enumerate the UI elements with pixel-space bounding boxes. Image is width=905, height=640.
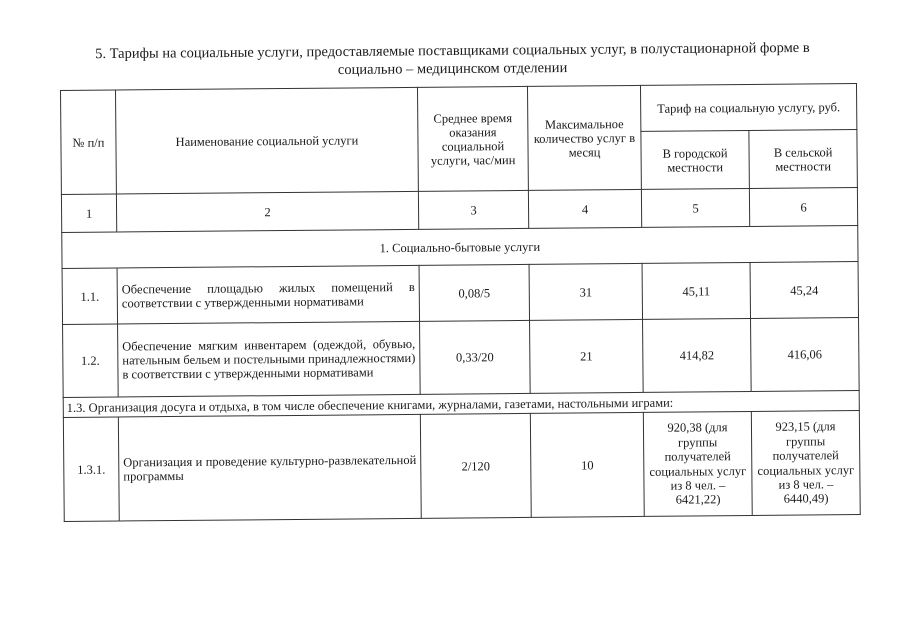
row-urban-tariff: 414,82 <box>643 318 752 392</box>
table-row <box>62 262 858 325</box>
tariff-table-wrapper <box>60 83 860 522</box>
header-service-name: Наименование социальной услуги <box>116 87 419 194</box>
header-max-qty: Максимальное количество услуг в месяц <box>527 85 641 190</box>
row-time: 2/120 <box>420 413 531 518</box>
row-qty: 21 <box>530 319 644 393</box>
row-num: 1.3.1. <box>63 417 119 521</box>
col-number: 5 <box>641 188 749 227</box>
row-service-name: Обеспечение площадью жилых помещений в соответствии с утвержденными нормативами <box>117 265 419 324</box>
row-service-name: Обеспечение мягким инвентарем (одеждой, обувью, нательным бельем и постельными принадлежностями) в соответствии с утвержденными нормативами <box>118 321 421 397</box>
row-rural-tariff: 416,06 <box>751 318 860 392</box>
row-time: 0,33/20 <box>420 320 531 394</box>
row-urban-tariff: 920,38 (для группы получателей социальных услуг из 8 чел. – 6421,22) <box>643 411 752 516</box>
table-row <box>63 411 860 522</box>
section-label: 1.3. Организация досуга и отдыха, в том числе обеспечение книгами, журналами, газетами, настольными играми: <box>63 391 859 418</box>
col-number: 4 <box>528 189 641 228</box>
col-number: 1 <box>61 194 116 232</box>
header-row-1 <box>61 84 857 137</box>
header-urban: В городской местности <box>641 130 750 189</box>
row-time: 0,08/5 <box>419 264 529 321</box>
header-rural: В сельской местности <box>749 130 858 189</box>
col-number: 2 <box>116 191 418 232</box>
document-title <box>40 38 865 81</box>
row-rural-tariff: 923,15 (для группы получателей социальных услуг из 8 чел. – 6440,49) <box>751 411 860 516</box>
title-line-2: социально – медицинском отделении <box>337 59 568 79</box>
col-number: 6 <box>749 188 857 227</box>
row-service-name: Организация и проведение культурно-развлекательной программы <box>118 414 421 521</box>
row-qty: 31 <box>529 263 642 320</box>
header-tariff: Тариф на социальную услугу, руб. <box>640 84 856 132</box>
section-label: 1. Социально-бытовые услуги <box>62 226 858 269</box>
row-urban-tariff: 45,11 <box>642 262 750 319</box>
title-line-1: 5. Тарифы на социальные услуги, предоставляемые поставщиками социальных услуг, в полустационарной форме в <box>95 39 810 63</box>
header-avg-time: Среднее время оказания социальной услуги, час/мин <box>417 86 528 191</box>
header-num: № п/п <box>61 90 117 194</box>
row-num: 1.1. <box>62 268 117 324</box>
row-num: 1.2. <box>63 324 119 397</box>
row-qty: 10 <box>530 412 644 517</box>
row-rural-tariff: 45,24 <box>750 262 858 319</box>
col-number: 3 <box>418 190 528 229</box>
table-row <box>63 318 860 398</box>
tariff-table <box>60 83 861 522</box>
